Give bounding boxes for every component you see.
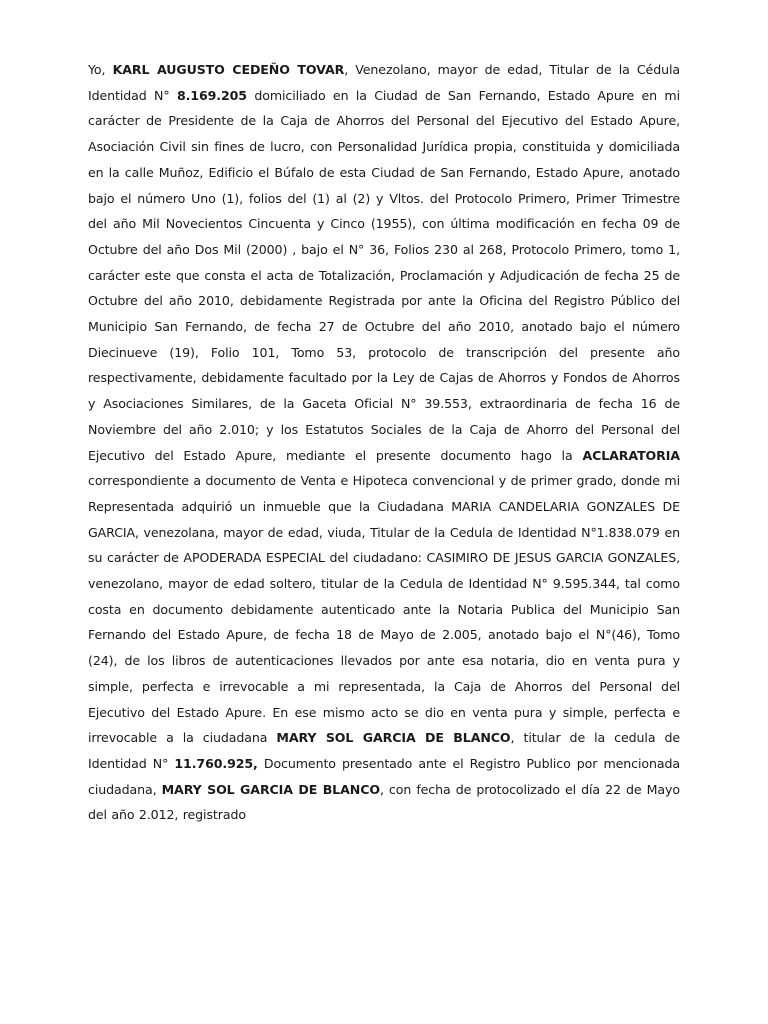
text-segment: Documento presentado ante el Registro Publico por mencionada ciudadana, bbox=[88, 755, 680, 797]
text-segment: , titular de la cedula de Identidad N° bbox=[88, 730, 681, 771]
text-segment: Yo, bbox=[88, 62, 113, 77]
buyer-id-number: 11.760.925, bbox=[174, 755, 258, 771]
aclaratoria-keyword: ACLARATORIA bbox=[582, 447, 680, 463]
declarant-name: KARL AUGUSTO CEDEÑO TOVAR bbox=[112, 62, 345, 77]
text-segment: correspondiente a documento de Venta e Hipoteca convencional y de primer grado, donde mi Representada adquirió un inmueble que la Ciudadana MARIA CANDELARIA GONZALES DE GARCIA, venezolana, mayor de edad, viuda, Titular de la Cedula de Identidad N°1.838.079 en su carácter de APODERADA ESPECIAL del ciudadano: CASIMIRO DE JESUS GARCIA GONZALES, venezolano, mayor de edad soltero, titular de la Cedula de Identidad N° 9.595.344, tal como costa en documento debidamente autenticado ante la Notaria Publica del Municipio San Fernando del Estado Apure, de fecha 18 de Mayo de 2.005, anotado bajo el N°(46), Tomo (24), de los libros de autenticaciones llevados por ante esa notaria, dio en venta pura y simple, perfecta e irrevocable a mi representada, la Caja de Ahorros del Personal del Ejecutivo del Estado Apure. En ese mismo acto se dio en venta pura y simple, perfecta e irrevocable a la ciudadana bbox=[88, 473, 680, 746]
buyer-name-repeat: MARY SOL GARCIA DE BLANCO bbox=[161, 781, 380, 797]
text-segment: , Venezolano, mayor de edad, Titular de la Cédula Identidad N° bbox=[88, 62, 680, 103]
text-segment: domiciliado en la Ciudad de San Fernando, Estado Apure en mi carácter de Presidente de la Caja de Ahorros del Personal del Ejecutivo del Estado Apure, Asociación Civil sin fines de lucro, con Personalidad Jurídica propia, constituida y domiciliada en la calle Muñoz, Edificio el Búfalo de esta Ciudad de San Fernando, Estado Apure, anotado bajo el número Uno (1), folios del (1) al (2) y Vltos. del Protocolo Primero, Primer Trimestre del año Mil Novecientos Cincuenta y Cinco (1955), con última modificación en fecha 09 de Octubre del año Dos Mil (2000) , bajo el N° 36, Folios 230 al 268, Protocolo Primero, tomo 1, carácter este que consta el acta de Totalización, Proclamación y Adjudicación de fecha 25 de Octubre del año 2010, debidamente Registrada por ante la Oficina del Registro Público del Municipio San Fernando, de fecha 27 de Octubre del año 2010, anotado bajo el número Diecinueve (19), Folio 101, Tomo 53, protocolo de transcripción del presente año respectivamente, debidamente facultado por la Ley de Cajas de Ahorros y Fondos de Ahorros y Asociaciones Similares, de la Gaceta Oficial N° 39.553, extraordinaria de fecha 16 de Noviembre del año 2.010; y los Estatutos Sociales de la Caja de Ahorro del Personal del Ejecutivo del Estado Apure, mediante el presente documento hago la bbox=[88, 87, 680, 463]
text-segment: , con fecha de protocolizado el día 22 de Mayo del año 2.012, registrado bbox=[88, 781, 680, 823]
buyer-name: MARY SOL GARCIA DE BLANCO bbox=[276, 730, 511, 746]
document-body-paragraph bbox=[88, 57, 680, 828]
declarant-id-number: 8.169.205 bbox=[176, 87, 247, 103]
